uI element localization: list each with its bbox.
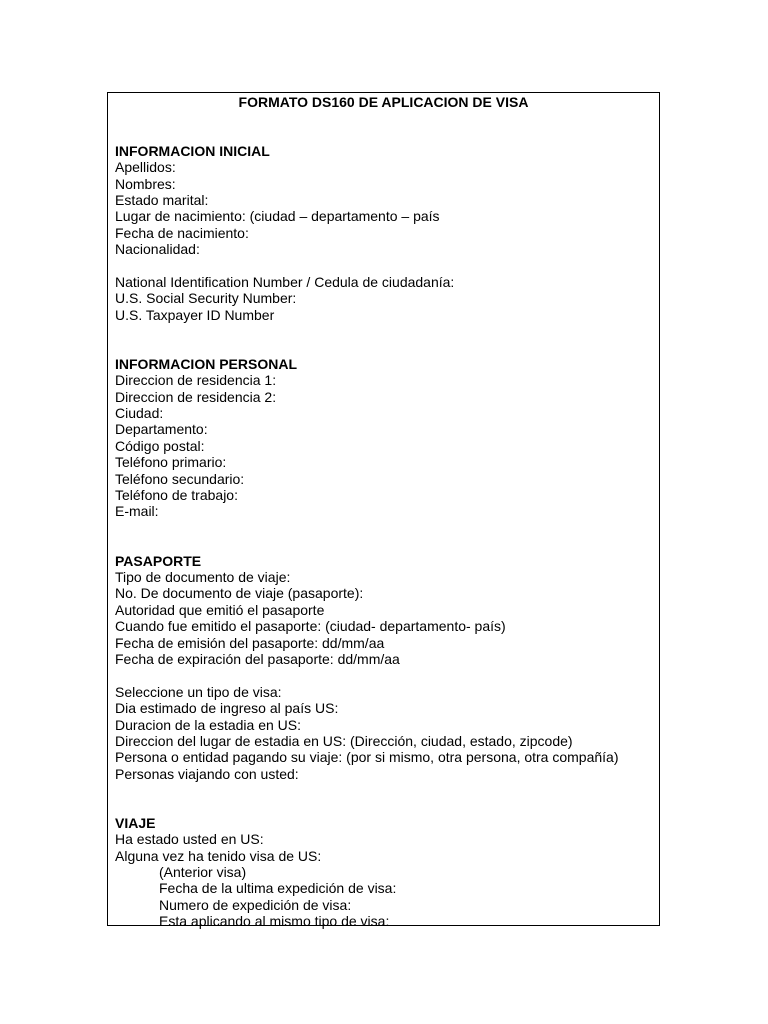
field-direccion-residencia-1: Direccion de residencia 1: [115,372,277,389]
field-national-id: National Identification Number / Cedula de ciudadanía: [115,273,455,290]
document-title: FORMATO DS160 DE APLICACION DE VISA [238,94,529,110]
field-telefono-primario: Teléfono primario: [115,454,227,471]
section-heading-informacion-inicial: INFORMACION INICIAL [115,142,270,159]
field-dia-ingreso: Dia estimado de ingreso al país US: [115,700,339,717]
spacer [115,520,659,553]
field-estado-marital: Estado marital: [115,191,209,208]
field-fecha-ultima-expedicion: Fecha de la ultima expedición de visa: [159,880,397,897]
field-ssn: U.S. Social Security Number: [115,290,297,307]
section-heading-viaje: VIAJE [115,814,156,831]
field-ciudad: Ciudad: [115,405,164,422]
spacer [115,110,659,143]
field-direccion-residencia-2: Direccion de residencia 2: [115,388,277,405]
field-tipo-documento-viaje: Tipo de documento de viaje: [115,568,291,585]
field-anterior-visa: (Anterior visa) [159,864,247,881]
section-heading-pasaporte: PASAPORTE [115,552,202,569]
spacer [115,323,659,356]
field-personas-viajando: Personas viajando con usted: [115,765,299,782]
field-visa-previa: Alguna vez ha tenido visa de US: [115,847,322,864]
field-tipo-visa: Seleccione un tipo de visa: [115,683,282,700]
field-persona-pagando: Persona o entidad pagando su viaje: (por si mismo, otra persona, otra compañía) [115,749,619,766]
section-viaje [115,815,659,930]
field-mismo-tipo-visa: Esta aplicando al mismo tipo de visa: [159,913,390,930]
spacer [115,782,659,815]
section-informacion-inicial [115,143,659,323]
spacer [115,667,659,683]
section-heading-informacion-personal: INFORMACION PERSONAL [115,355,297,372]
visa-form-box [107,92,660,930]
field-apellidos: Apellidos: [115,159,176,176]
field-fecha-emision: Fecha de emisión del pasaporte: dd/mm/aa [115,634,385,651]
field-fecha-de-nacimiento: Fecha de nacimiento: [115,224,249,241]
field-nacionalidad: Nacionalidad: [115,241,200,258]
field-codigo-postal: Código postal: [115,437,205,454]
section-pasaporte [115,553,659,782]
field-telefono-secundario: Teléfono secundario: [115,470,245,487]
field-direccion-estadia: Direccion del lugar de estadia en US: (Dirección, ciudad, estado, zipcode) [115,732,573,749]
spacer [115,258,659,274]
section-informacion-personal [115,356,659,520]
field-nombres: Nombres: [115,175,176,192]
field-lugar-emision: Cuando fue emitido el pasaporte: (ciudad- departamento- país) [115,618,506,635]
field-duracion-estadia: Duracion de la estadia en US: [115,716,301,733]
field-no-documento-viaje: No. De documento de viaje (pasaporte): [115,585,364,602]
field-departamento: Departamento: [115,421,208,438]
field-fecha-expiracion: Fecha de expiración del pasaporte: dd/mm/aa [115,650,400,667]
field-taxpayer-id: U.S. Taxpayer ID Number [115,306,275,323]
field-telefono-trabajo: Teléfono de trabajo: [115,487,238,504]
field-email: E-mail: [115,503,159,520]
field-ha-estado-en-us: Ha estado usted en US: [115,831,264,848]
field-lugar-de-nacimiento: Lugar de nacimiento: (ciudad – departamento – país [115,208,440,225]
field-numero-expedicion: Numero de expedición de visa: [159,896,352,913]
field-autoridad-emisora: Autoridad que emitió el pasaporte [115,601,325,618]
